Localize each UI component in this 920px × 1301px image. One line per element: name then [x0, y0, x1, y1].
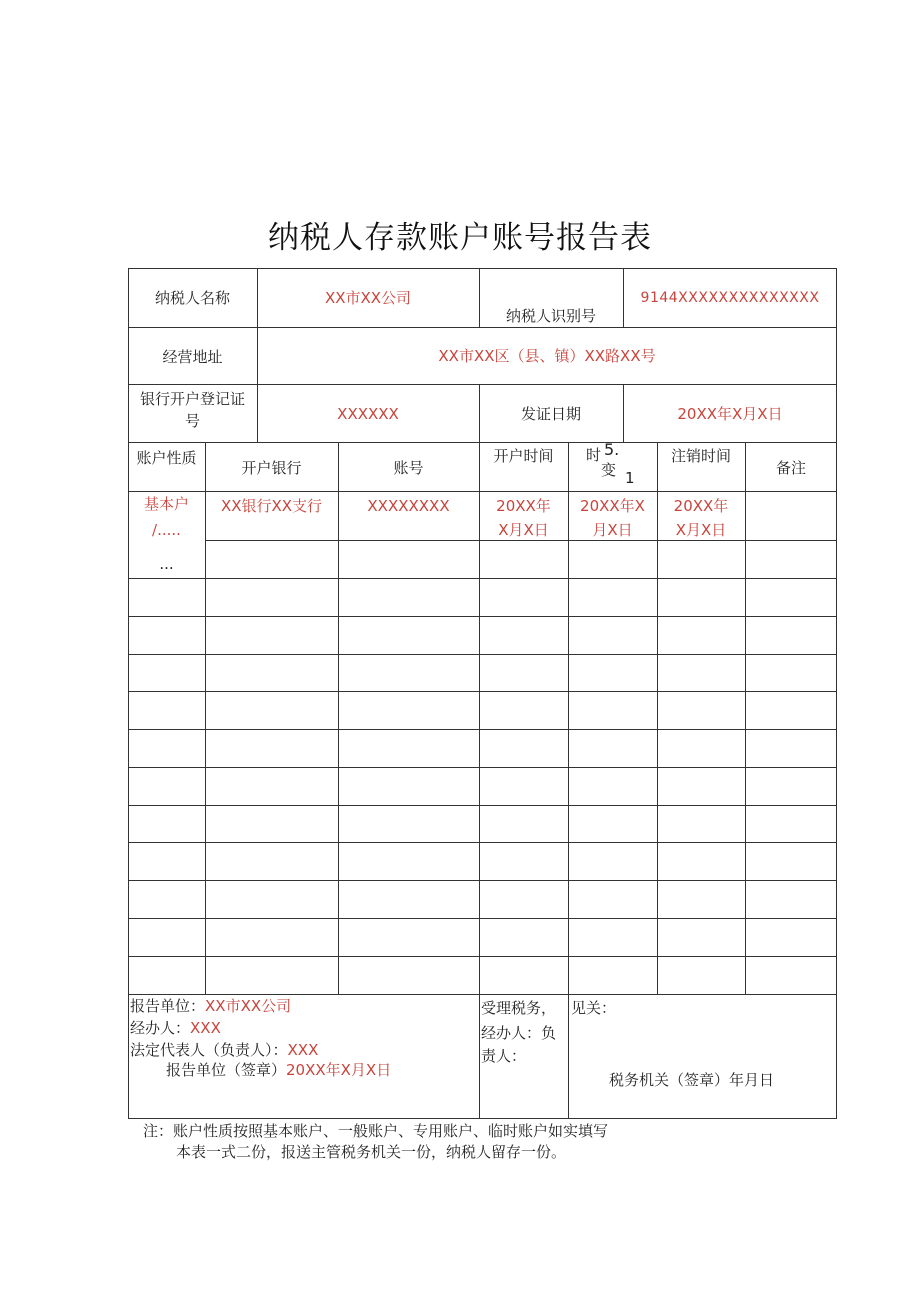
address-label: 经营地址	[162, 348, 223, 366]
tax-accept-label: 受理税务，	[481, 999, 557, 1017]
col-open-time: 开户时间	[493, 447, 554, 465]
row1-open-time-cont: X月X日	[498, 521, 549, 539]
col-bank: 开户银行	[241, 459, 302, 477]
note-line-1: 注：账户性质按照基本账户、一般账户、专用账户、临时账户如实填写	[143, 1122, 609, 1140]
col-account-no: 账号	[393, 459, 424, 477]
col-close-time: 注销时间	[670, 447, 731, 465]
report-unit-label: 报告单位：	[130, 997, 206, 1015]
col-remark: 备注	[775, 459, 806, 477]
bank-cert-value: XXXXXX	[337, 405, 399, 423]
seal-date: 20XX年X月X日	[286, 1061, 392, 1079]
report-form	[128, 268, 837, 1119]
issue-date-label: 发证日期	[520, 405, 581, 423]
report-unit-value: XX市XX公司	[205, 997, 292, 1015]
footer-seal	[166, 1060, 391, 1080]
tax-handler-label-cont: 责人：	[481, 1047, 527, 1065]
row1-bank: XX银行XX支行	[220, 497, 323, 515]
page-title: 纳税人存款账户账号报告表	[268, 220, 652, 256]
taxpayer-id-value: 9144XXXXXXXXXXXXXX	[640, 290, 820, 306]
taxpayer-name-label: 纳税人名称	[154, 289, 230, 307]
handler-label: 经办人：	[130, 1019, 191, 1037]
row1-change-time-cont: 月X日	[592, 521, 633, 539]
row1-account-type-cont: /.....	[152, 521, 181, 539]
row1-change-time: 20XX年X	[580, 497, 645, 515]
col-change-time-cont: 变	[601, 461, 617, 479]
note-line-2: 本表一式二份，报送主管税务机关一份，纳税人留存一份。	[176, 1143, 567, 1161]
legal-rep-label: 法定代表人（负责人）：	[130, 1041, 288, 1059]
col-change-mark-cont: 1	[625, 469, 635, 487]
row1-open-time: 20XX年	[496, 497, 551, 515]
footer-legal-rep	[130, 1040, 318, 1060]
issue-date-value: 20XX年X月X日	[677, 405, 783, 423]
col-change-time: 时	[586, 446, 602, 464]
row1-close-time: 20XX年	[673, 497, 729, 515]
col-change-mark: 5.	[604, 440, 620, 459]
row2-account-type-cont: ...	[159, 555, 174, 573]
footer-report-unit	[130, 996, 291, 1016]
taxpayer-id-label: 纳税人识别号	[505, 307, 596, 325]
taxpayer-name-value: XX市XX公司	[324, 289, 412, 307]
row1-close-time-cont: X月X日	[675, 521, 727, 539]
footer-handler	[130, 1018, 221, 1038]
row1-account-type: 基本户	[143, 495, 189, 513]
row1-account-no: XXXXXXXX	[367, 497, 450, 515]
address-value: XX市XX区（县、镇）XX路XX号	[438, 347, 656, 365]
tax-seal-label: 税务机关（签章）年月日	[609, 1071, 775, 1089]
bank-cert-label: 银行开户登记证	[139, 390, 245, 408]
tax-handler-label: 经办人：负	[481, 1024, 557, 1042]
col-account-type: 账户性质	[136, 449, 197, 467]
legal-rep-value: XXX	[287, 1041, 319, 1059]
bank-cert-label-cont: 号	[184, 412, 200, 430]
handler-value: XXX	[190, 1019, 221, 1037]
seal-label: 报告单位（签章）	[166, 1061, 287, 1079]
see-label: 见关：	[571, 999, 617, 1017]
